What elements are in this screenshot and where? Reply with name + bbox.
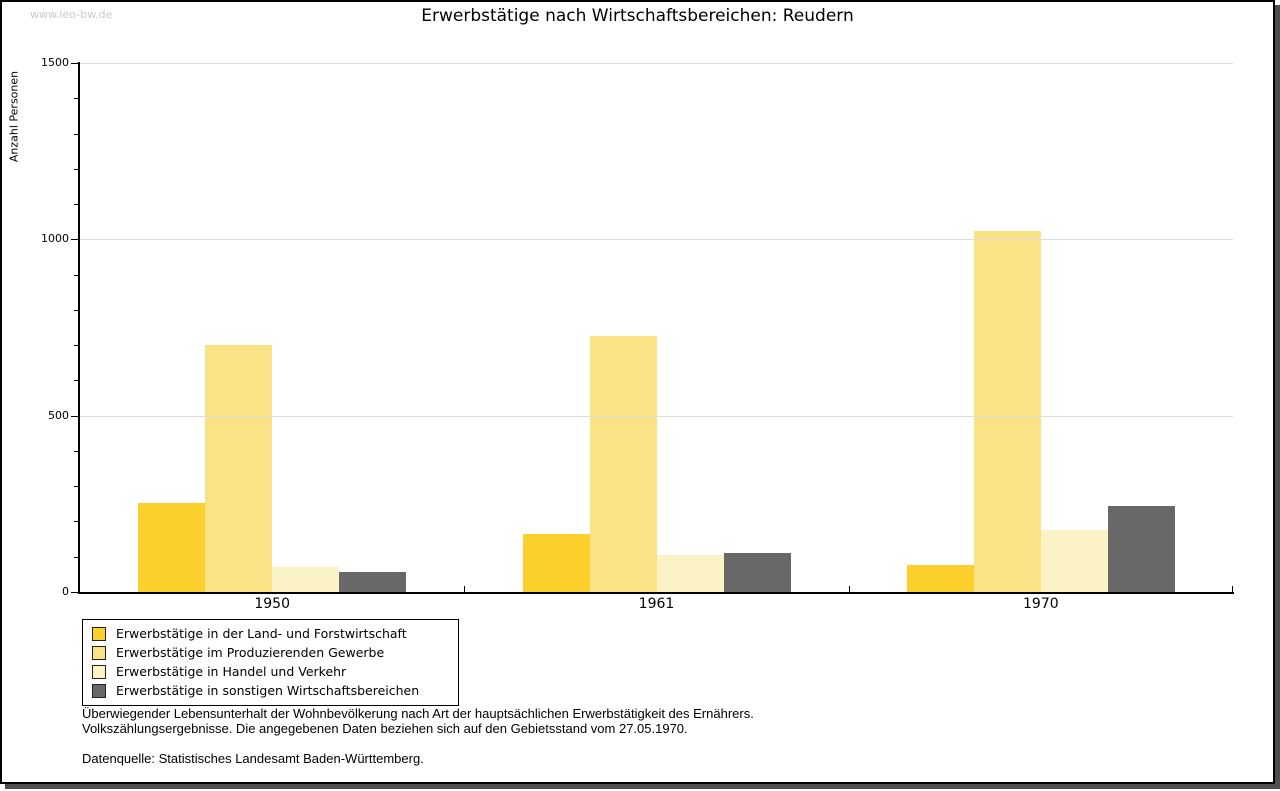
bar-1961-s3 xyxy=(657,555,724,592)
y-tick-label: 1000 xyxy=(41,232,69,246)
legend-label: Erwerbstätige im Produzierenden Gewerbe xyxy=(116,645,385,660)
x-boundary-tick xyxy=(849,586,850,592)
legend-label: Erwerbstätige in sonstigen Wirtschaftsbereichen xyxy=(116,683,420,698)
y-tick-label: 1500 xyxy=(41,56,69,69)
legend xyxy=(82,619,459,706)
y-major-tick xyxy=(71,239,78,240)
x-axis-end-tick xyxy=(1232,586,1233,592)
legend-swatch-icon xyxy=(92,627,106,641)
legend-row-2 xyxy=(92,643,458,662)
bar-1950-s3 xyxy=(272,567,339,592)
footnote-line-1: Überwiegender Lebensunterhalt der Wohnbevölkerung nach Art der hauptsächlichen Erwerbstätigkeit des Ernährers. xyxy=(82,706,754,721)
y-minor-tick xyxy=(74,275,78,276)
bar-1961-s4 xyxy=(724,553,791,592)
legend-row-4 xyxy=(92,681,458,700)
bar-1950-s1 xyxy=(138,503,205,592)
x-boundary-tick xyxy=(464,586,465,592)
bar-1961-s2 xyxy=(590,336,657,592)
bar-1970-s1 xyxy=(907,565,974,592)
footnotes xyxy=(82,707,754,736)
bar-1961-s1 xyxy=(523,534,590,592)
gridline-500 xyxy=(80,416,1233,417)
y-minor-tick xyxy=(74,169,78,170)
x-category-label: 1970 xyxy=(1023,596,1059,612)
x-category-label: 1961 xyxy=(638,596,675,612)
chart-title: Erwerbstätige nach Wirtschaftsbereichen: Reudern xyxy=(421,6,854,26)
y-minor-tick xyxy=(74,521,78,522)
y-tick-label: 500 xyxy=(48,408,69,422)
legend-label: Erwerbstätige in Handel und Verkehr xyxy=(116,664,347,679)
bar-1950-s2 xyxy=(205,345,272,592)
y-minor-tick xyxy=(74,310,78,311)
y-axis-title: Anzahl Personen xyxy=(7,70,21,163)
y-minor-tick xyxy=(74,345,78,346)
watermark: www.leo-bw.de xyxy=(30,8,113,21)
y-minor-tick xyxy=(74,451,78,452)
y-minor-tick xyxy=(74,98,78,99)
data-source: Datenquelle: Statistisches Landesamt Baden-Württemberg. xyxy=(82,751,424,766)
footnote-line-2: Volkszählungsergebnisse. Die angegebenen Daten beziehen sich auf den Gebietsstand vom 27.05.1970. xyxy=(82,720,688,736)
bar-1970-s2 xyxy=(974,231,1041,592)
bar-1970-s4 xyxy=(1108,506,1175,592)
y-minor-tick xyxy=(74,557,78,558)
y-minor-tick xyxy=(74,134,78,135)
y-major-tick xyxy=(71,592,78,593)
y-major-tick xyxy=(71,416,78,417)
gridline-1500 xyxy=(80,63,1233,64)
x-axis-line xyxy=(78,592,1234,594)
bar-1970-s3 xyxy=(1041,530,1108,592)
legend-swatch-icon xyxy=(92,684,106,698)
y-tick-label: 0 xyxy=(62,585,69,598)
legend-swatch-icon xyxy=(92,665,106,679)
legend-row-1 xyxy=(92,624,458,643)
legend-row-3 xyxy=(92,662,458,681)
y-minor-tick xyxy=(74,380,78,381)
bar-1950-s4 xyxy=(339,572,406,592)
x-category-label: 1950 xyxy=(254,596,290,612)
y-minor-tick xyxy=(74,204,78,205)
gridline-1000 xyxy=(80,239,1233,240)
legend-label: Erwerbstätige in der Land- und Forstwirtschaft xyxy=(116,626,407,641)
plot-area xyxy=(80,63,1233,592)
y-minor-tick xyxy=(74,486,78,487)
legend-swatch-icon xyxy=(92,646,106,660)
y-major-tick xyxy=(71,63,78,64)
